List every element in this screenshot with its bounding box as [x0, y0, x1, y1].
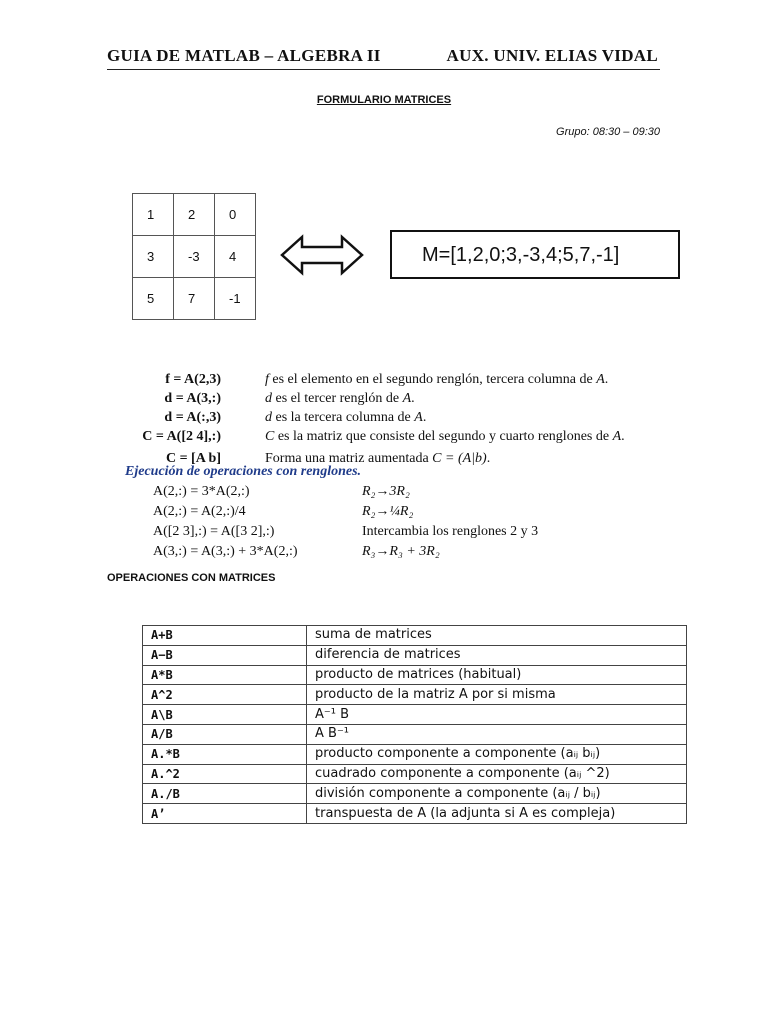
operation-symbol: A.^2: [143, 764, 307, 784]
matrix-cell: -1: [215, 278, 256, 320]
matrix-row: [133, 194, 256, 236]
operation-description: división componente a componente (aᵢⱼ / bᵢⱼ): [307, 784, 687, 804]
row-op-math: R₃→R₃ + 3R₂: [362, 544, 440, 559]
operation-row: [143, 784, 687, 804]
matrix-cell: 0: [215, 194, 256, 236]
matrix-cell: 4: [215, 236, 256, 278]
index-description: f es el elemento en el segundo renglón, tercera columna de A.: [265, 372, 609, 387]
operation-row: [143, 804, 687, 824]
operation-description: diferencia de matrices: [307, 645, 687, 665]
matrix-cell: -3: [174, 236, 215, 278]
row-op-command: A(2,:) = A(2,:)/4: [153, 504, 246, 519]
operation-description: suma de matrices: [307, 626, 687, 646]
operation-description: cuadrado componente a componente (aᵢⱼ ^2): [307, 764, 687, 784]
index-command: f = A(2,3): [165, 372, 221, 387]
matrix-cell: 2: [174, 194, 215, 236]
double-arrow-icon: [280, 233, 364, 282]
operation-row: [143, 626, 687, 646]
index-command: d = A(3,:): [164, 391, 221, 406]
matrix-cell: 1: [133, 194, 174, 236]
index-description: Forma una matriz aumentada C = (A|b).: [265, 451, 491, 466]
row-op-math: R₂→3R₂: [362, 484, 410, 499]
operation-description: A⁻¹ B: [307, 705, 687, 725]
header-rule: [107, 69, 660, 70]
operation-description: A B⁻¹: [307, 724, 687, 744]
operation-symbol: A*B: [143, 665, 307, 685]
index-command: C = A([2 4],:): [142, 429, 221, 444]
operation-description: producto componente a componente (aᵢⱼ bᵢⱼ): [307, 744, 687, 764]
index-command: d = A(:,3): [164, 410, 221, 425]
matrix-row: [133, 278, 256, 320]
index-command: C = [A b]: [165, 451, 221, 466]
operation-row: [143, 685, 687, 705]
row-operations-title: Ejecución de operaciones con renglones.: [125, 464, 362, 479]
row-op-command: A([2 3],:) = A([3 2],:): [153, 524, 275, 539]
operation-row: [143, 645, 687, 665]
operation-description: producto de matrices (habitual): [307, 665, 687, 685]
matlab-command-box: M=[1,2,0;3,-3,4;5,7,-1]: [390, 230, 680, 279]
operation-symbol: A./B: [143, 784, 307, 804]
matrix-cell: 5: [133, 278, 174, 320]
index-description: C es la matriz que consiste del segundo y cuarto renglones de A.: [265, 429, 625, 444]
page-title: FORMULARIO MATRICES: [316, 94, 452, 106]
row-op-command: A(3,:) = A(3,:) + 3*A(2,:): [153, 544, 298, 559]
operations-heading: OPERACIONES CON MATRICES: [107, 572, 276, 584]
grupo-text: Grupo: 08:30 – 09:30: [556, 126, 660, 138]
operation-symbol: A^2: [143, 685, 307, 705]
operation-symbol: A\B: [143, 705, 307, 725]
operation-row: [143, 744, 687, 764]
row-op-command: A(2,:) = 3*A(2,:): [153, 484, 250, 499]
operation-symbol: A/B: [143, 724, 307, 744]
index-description: d es la tercera columna de A.: [265, 410, 427, 425]
operation-row: [143, 665, 687, 685]
operation-row: [143, 724, 687, 744]
header-right: AUX. UNIV. ELIAS VIDAL: [446, 46, 658, 65]
operation-symbol: A−B: [143, 645, 307, 665]
operations-table: [142, 625, 687, 824]
operation-description: transpuesta de A (la adjunta si A es compleja): [307, 804, 687, 824]
row-op-math: Intercambia los renglones 2 y 3: [362, 524, 539, 539]
operation-row: [143, 764, 687, 784]
matrix-cell: 7: [174, 278, 215, 320]
matrix-cell: 3: [133, 236, 174, 278]
header-left: GUIA DE MATLAB – ALGEBRA II: [107, 46, 381, 65]
row-op-math: R₂→¼R₂: [362, 504, 414, 519]
index-description: d es el tercer renglón de A.: [265, 391, 415, 406]
operation-symbol: A’: [143, 804, 307, 824]
operation-symbol: A.*B: [143, 744, 307, 764]
matrix-grid: [132, 193, 256, 320]
matrix-row: [133, 236, 256, 278]
operation-description: producto de la matriz A por si misma: [307, 685, 687, 705]
operation-symbol: A+B: [143, 626, 307, 646]
operation-row: [143, 705, 687, 725]
